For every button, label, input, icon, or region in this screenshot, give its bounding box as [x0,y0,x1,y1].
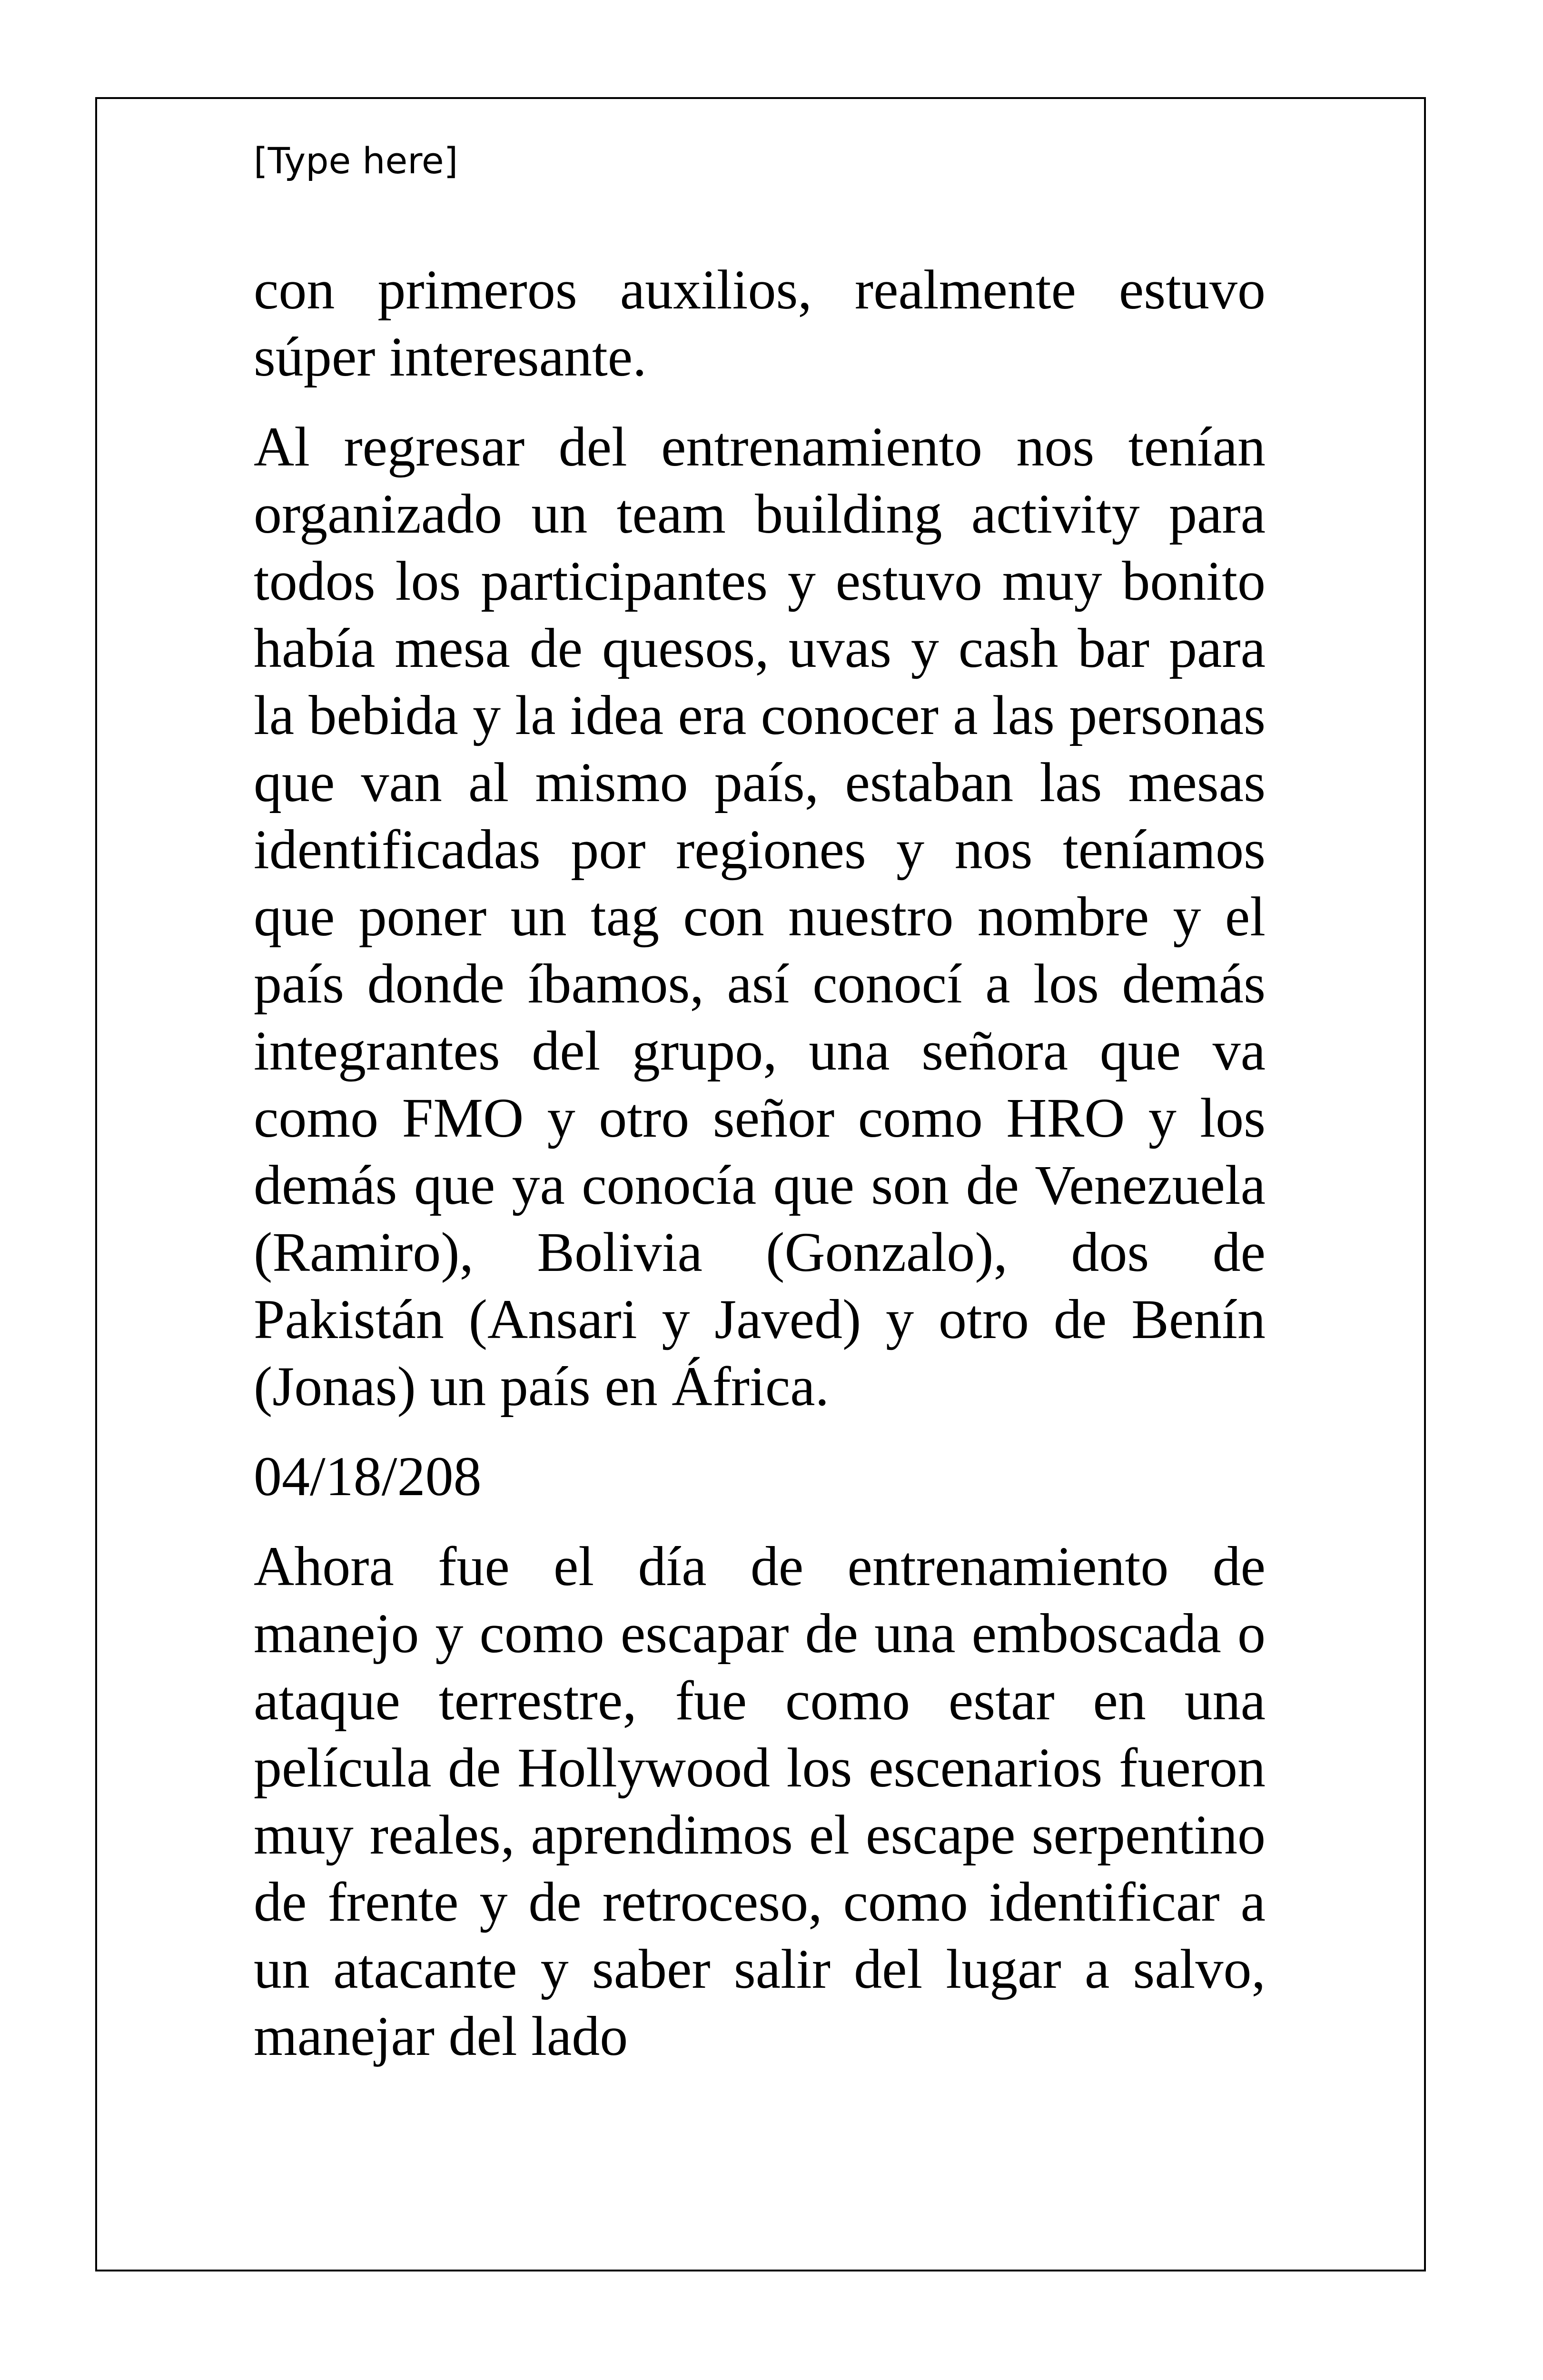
paragraph-date: 04/18/208 [254,1445,482,1507]
header-placeholder[interactable]: [Type here] [254,139,458,182]
paragraph-first-aid: con primeros auxilios, realmente estuvo súper interesante. [254,258,1266,388]
paragraph-driving-training: Ahora fue el día de entrenamiento de manejo y como escapar de una emboscada o ataque terrestre, fue como estar en una película de Hollywood los escenarios fueron muy reales, aprendimos el escape serpentino de frente y de retroceso, como identificar a un atacante y saber salir del lugar a salvo, manejar del lado [254,1535,1266,2067]
paragraph-team-building: Al regresar del entrenamiento nos tenían organizado un team building activity para todos los participantes y estuvo muy bonito había mesa de quesos, uvas y cash bar para la bebida y la idea era conocer a las personas que van al mismo país, estaban las mesas identificadas por regiones y nos teníamos que poner un tag con nuestro nombre y el país donde íbamos, así conocí a los demás integrantes del grupo, una señora que va como FMO y otro señor como HRO y los demás que ya conocía que son de Venezuela (Ramiro), Bolivia (Gonzalo), dos de Pakistán (Ansari y Javed) y otro de Benín (Jonas) un país en África. [254,416,1266,1418]
body-text [254,256,1266,2092]
